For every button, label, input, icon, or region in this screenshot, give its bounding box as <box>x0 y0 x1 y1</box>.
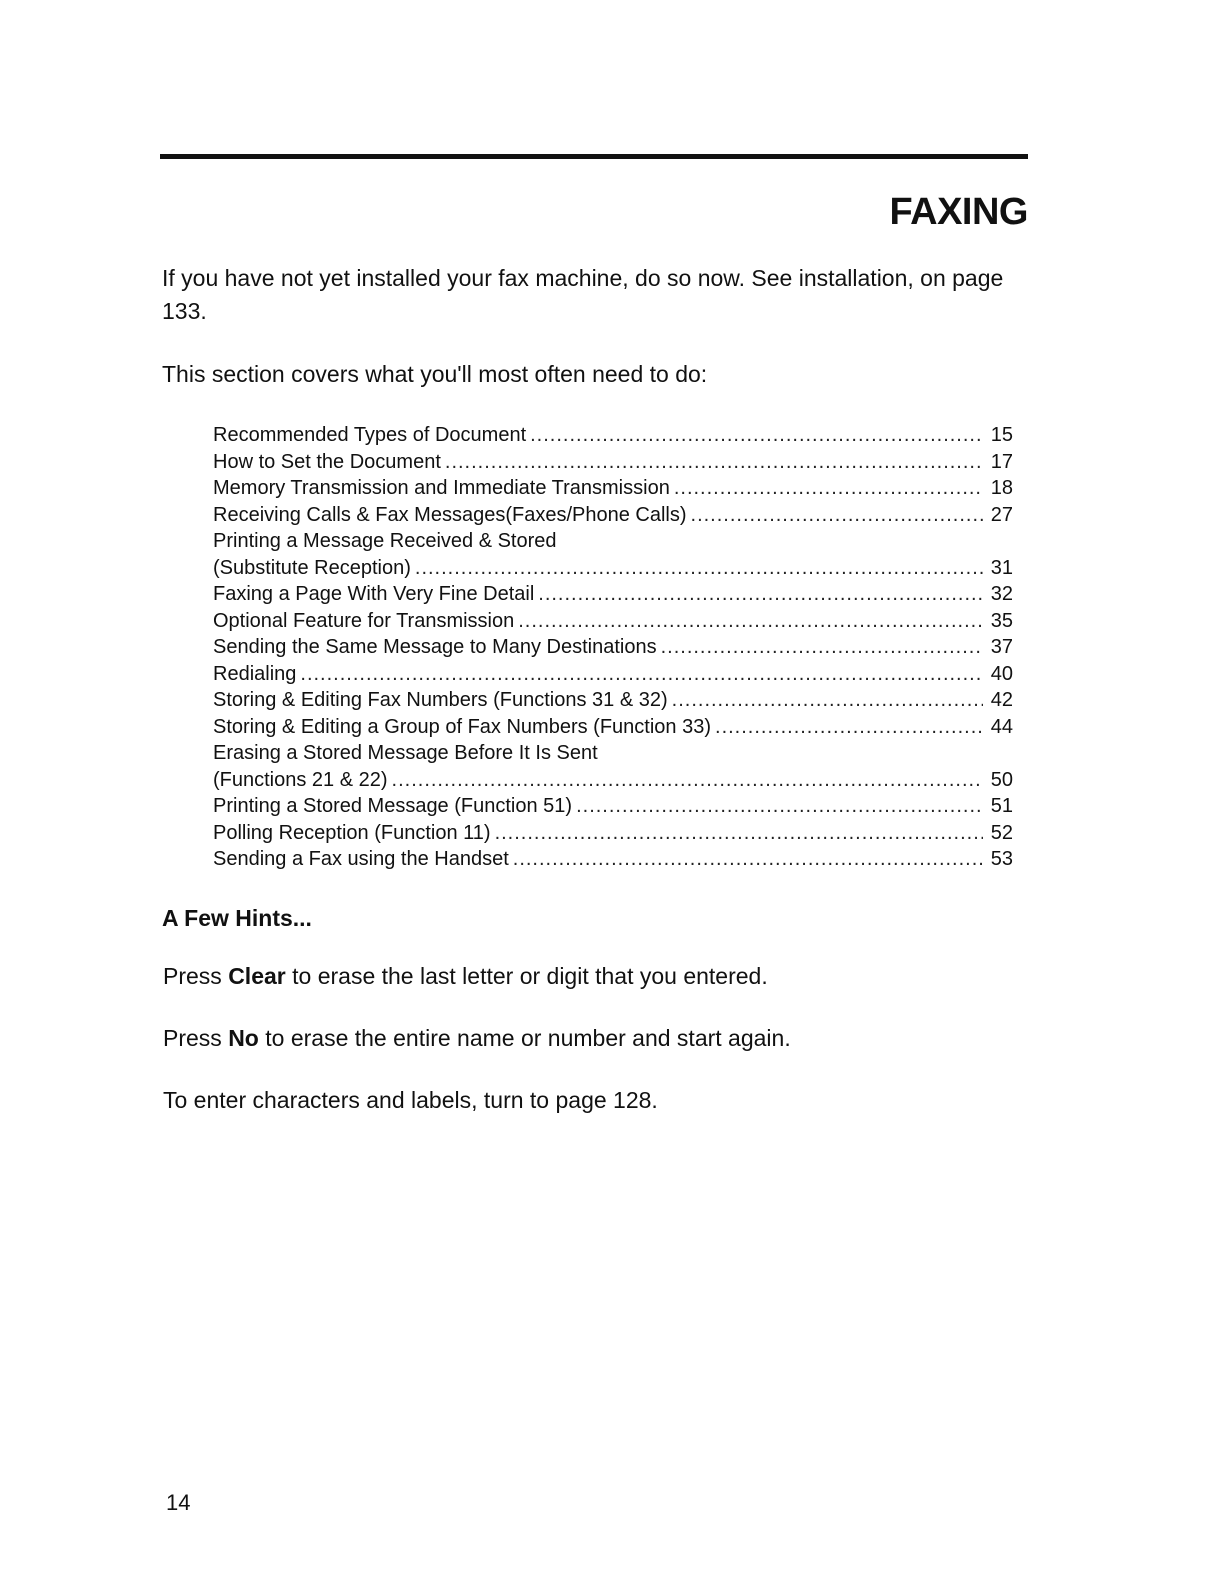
toc-item-page: 42 <box>990 689 1013 711</box>
toc-item-page: 52 <box>990 821 1013 844</box>
toc-item-label: Sending the Same Message to Many Destinations <box>213 636 657 658</box>
no-key-label: No <box>228 1025 259 1051</box>
hint-suffix: to erase the entire name or number and start again. <box>258 1025 791 1051</box>
toc-leader-dots <box>518 608 983 635</box>
toc-leader-dots <box>513 846 983 873</box>
toc-item-printing-stored-message[interactable] <box>213 793 1013 820</box>
page-number: 14 <box>166 1490 191 1515</box>
toc-leader-dots <box>576 793 983 820</box>
toc-leader-dots <box>691 502 983 529</box>
hint-clear <box>163 960 768 993</box>
toc-item-label: Recommended Types of Document <box>213 424 527 446</box>
toc-leader-dots <box>538 581 983 608</box>
toc-leader-dots <box>392 767 983 794</box>
hint-prefix: Press <box>163 1025 229 1051</box>
toc-leader-dots <box>674 475 983 502</box>
toc-item-many-destinations[interactable] <box>213 634 1013 661</box>
toc-item-page: 37 <box>990 636 1013 658</box>
toc-item-handset[interactable] <box>213 846 1013 873</box>
toc-item-page: 27 <box>990 503 1013 526</box>
toc-leader-dots <box>300 661 983 688</box>
toc-item-page: 51 <box>990 795 1013 817</box>
toc-item-memory-transmission[interactable] <box>213 475 1013 502</box>
section-title: FAXING <box>889 191 1028 234</box>
toc-item-page: 53 <box>990 848 1013 870</box>
toc-item-label: Storing & Editing a Group of Fax Numbers (Function 33) <box>213 715 712 738</box>
toc-item-receiving-calls[interactable] <box>213 502 1013 529</box>
toc-item-label: (Functions 21 & 22) <box>213 768 388 791</box>
toc-item-storing-group[interactable] <box>213 714 1013 741</box>
hint-characters: To enter characters and labels, turn to page 128. <box>163 1087 658 1113</box>
toc-item-redialing[interactable] <box>213 661 1013 688</box>
toc-item-optional-feature[interactable] <box>213 608 1013 635</box>
toc-item-recommended-types[interactable] <box>213 422 1013 449</box>
intro-paragraph: If you have not yet installed your fax machine, do so now. See installation, on page 133. <box>162 265 1004 324</box>
toc-item-label: Optional Feature for Transmission <box>213 609 515 632</box>
hint-prefix: Press <box>163 963 229 989</box>
toc-leader-dots <box>445 449 983 476</box>
toc-item-label: Receiving Calls & Fax Messages(Faxes/Phone Calls) <box>213 503 687 526</box>
toc-leader-dots <box>530 422 983 449</box>
toc-item-label: Storing & Editing Fax Numbers (Functions 31 & 32) <box>213 689 668 711</box>
toc-item-page: 50 <box>990 768 1013 791</box>
toc-item-label: (Substitute Reception) <box>213 556 411 579</box>
toc-leader-dots <box>661 634 983 661</box>
toc-item-page: 18 <box>990 477 1013 499</box>
table-of-contents <box>213 422 1013 873</box>
toc-item-page: 44 <box>990 715 1013 738</box>
toc-item-label: How to Set the Document <box>213 450 441 473</box>
hints-heading: A Few Hints... <box>162 905 312 931</box>
toc-leader-dots <box>715 714 983 741</box>
hint-no <box>163 1022 791 1055</box>
toc-item-label: Printing a Stored Message (Function 51) <box>213 795 573 817</box>
header-rule <box>160 154 1028 159</box>
toc-item-page: 40 <box>990 662 1013 685</box>
toc-item-page: 31 <box>990 556 1013 579</box>
toc-leader-dots <box>672 687 983 714</box>
toc-item-set-document[interactable] <box>213 449 1013 476</box>
toc-item-label: Polling Reception (Function 11) <box>213 821 491 844</box>
toc-item-fine-detail[interactable] <box>213 581 1013 608</box>
toc-item-label: Sending a Fax using the Handset <box>213 848 509 870</box>
toc-item-page: 15 <box>990 424 1013 446</box>
toc-item-erasing-stored-message[interactable] <box>213 740 1013 793</box>
clear-key-label: Clear <box>228 963 286 989</box>
covers-paragraph: This section covers what you'll most often need to do: <box>162 361 708 387</box>
toc-item-label: Redialing <box>213 662 297 685</box>
toc-leader-dots <box>495 820 983 847</box>
toc-item-storing-fax-numbers[interactable] <box>213 687 1013 714</box>
toc-item-label-line1: Printing a Message Received & Stored <box>213 530 557 552</box>
toc-item-page: 35 <box>990 609 1013 632</box>
toc-item-label: Faxing a Page With Very Fine Detail <box>213 583 535 605</box>
toc-item-label: Memory Transmission and Immediate Transmission <box>213 477 670 499</box>
toc-item-substitute-reception[interactable] <box>213 528 1013 581</box>
toc-item-page: 32 <box>990 583 1013 605</box>
toc-leader-dots <box>415 555 983 582</box>
hint-suffix: to erase the last letter or digit that you entered. <box>285 963 768 989</box>
toc-item-label-line1: Erasing a Stored Message Before It Is Sent <box>213 742 598 764</box>
toc-item-page: 17 <box>990 450 1013 473</box>
toc-item-polling-reception[interactable] <box>213 820 1013 847</box>
